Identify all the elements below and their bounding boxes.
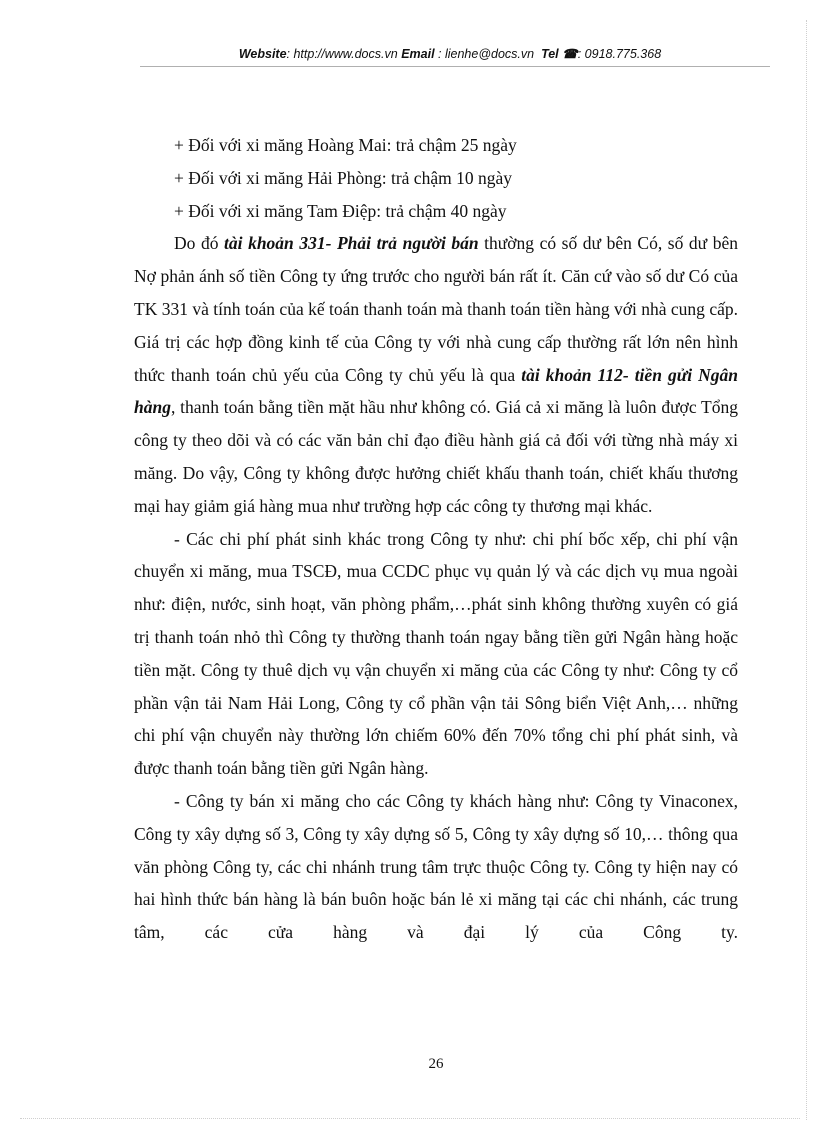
payment-term-line: + Đối với xi măng Tam Điệp: trả chậm 40 ngày bbox=[174, 200, 507, 221]
right-border bbox=[806, 20, 807, 1120]
account-331-term: tài khoản 331- Phải trả người bán bbox=[224, 233, 479, 254]
website-label: Website bbox=[238, 47, 287, 61]
tel-value: : 0918.775.368 bbox=[577, 47, 662, 61]
website-value: : http://www.docs.vn bbox=[286, 47, 398, 61]
phone-icon: ☎ bbox=[562, 47, 578, 61]
document-body bbox=[134, 129, 738, 949]
account-112-term: tài khoản 112- tiền gửi Ngân hàng bbox=[134, 364, 738, 418]
page-number: 26 bbox=[428, 1056, 444, 1072]
tel-label: Tel bbox=[541, 47, 559, 61]
paragraph-accounts: Do đó tài khoản 331- Phải trả người bán thường có số dư bên Có, số dư bên Nợ phản ánh số tiền Công ty ứng trước cho người bán rất ít. Căn cứ vào số dư Có của TK 331 và tính toán của kế toán thanh toán mà thanh toán tiền hàng với nhà cung cấp. Giá trị các hợp đồng kinh tế của Công ty với nhà cung cấp thường rất lớn nên hình thức thanh toán chủ yếu của Công ty chủ yếu là qua tài khoản 112- tiền gửi Ngân hàng, thanh toán bằng tiền mặt hầu như không có. Giá cả xi măng là luôn được Tổng công ty theo dõi và có các văn bản chỉ đạo điều hành giá cả đối với từng nhà máy xi măng. Do vậy, Công ty không được hưởng chiết khấu thanh toán, chiết khấu thương mại hay giảm giá hàng mua như trường hợp các công ty thương mại khác. bbox=[134, 233, 738, 516]
paragraph-sales: - Công ty bán xi măng cho các Công ty khách hàng như: Công ty Vinaconex, Công ty xây dựng số 3, Công ty xây dựng số 5, Công ty xây dựng số 10,… thông qua văn phòng Công ty, các chi nhánh trung tâm trực thuộc Công ty. Công ty hiện nay có hai hình thức bán hàng là bán buôn hoặc bán lẻ xi măng tại các chi nhánh, các trung tâm, các cửa hàng và đại lý của Công ty. bbox=[134, 790, 738, 943]
payment-term-line: + Đối với xi măng Hải Phòng: trả chậm 10 ngày bbox=[174, 167, 512, 188]
page-header bbox=[160, 46, 740, 61]
header-divider bbox=[140, 66, 770, 67]
email-value: : lienhe@docs.vn bbox=[438, 47, 535, 61]
bottom-border bbox=[20, 1118, 800, 1119]
payment-term-line: + Đối với xi măng Hoàng Mai: trả chậm 25 ngày bbox=[174, 135, 517, 155]
paragraph-other-costs: - Các chi phí phát sinh khác trong Công ty như: chi phí bốc xếp, chi phí vận chuyển xi măng, mua TSCĐ, mua CCDC phục vụ quản lý và các dịch vụ mua ngoài như: điện, nước, sinh hoạt, văn phòng phẩm,…phát sinh không thường xuyên có giá trị thanh toán nhỏ thì Công ty thường thanh toán ngay bằng tiền gửi Ngân hàng hoặc tiền mặt. Công ty thuê dịch vụ vận chuyển xi măng của các Công ty như: Công ty cổ phần vận tải Nam Hải Long, Công ty cổ phần vận tải Sông biển Việt Anh,… những chi phí vận chuyển này thường lớn chiếm 60% đến 70% tổng chi phí phát sinh, và được thanh toán bằng tiền gửi Ngân hàng. bbox=[134, 528, 738, 779]
email-label: Email bbox=[401, 47, 435, 61]
